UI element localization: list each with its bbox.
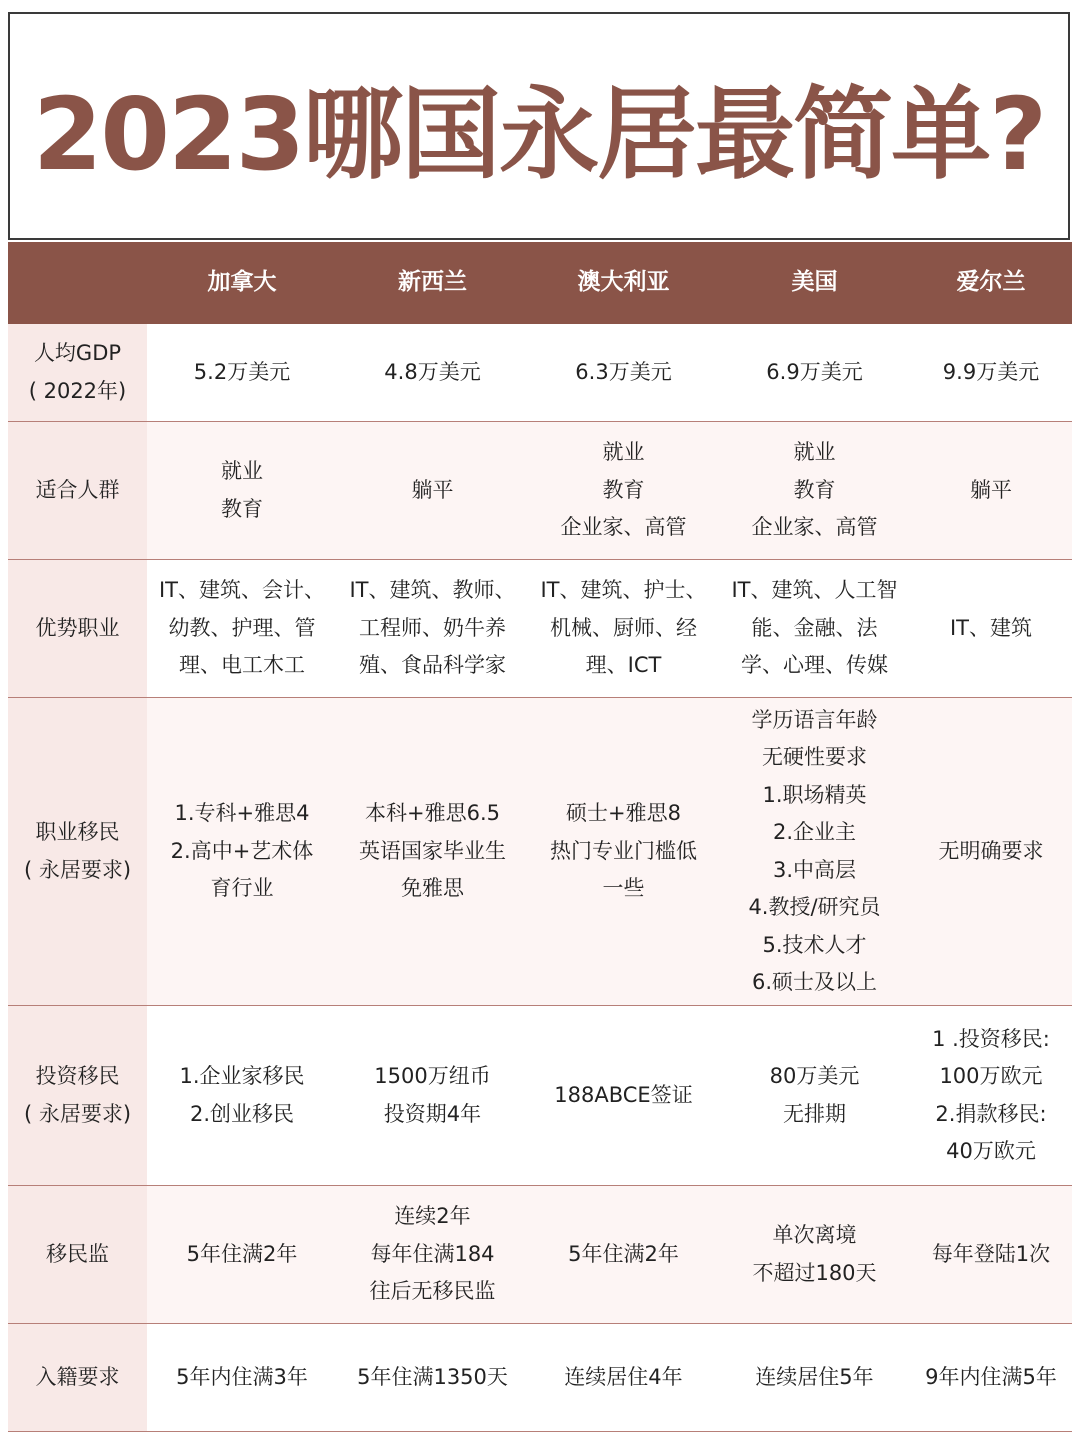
- cell-gdp-usa: 6.9万美元: [719, 324, 910, 422]
- cell-skilled-canada: 1.专科+雅思4 2.高中+艺术体 育行业: [147, 698, 337, 1006]
- cell-citizenship-ireland: 9年内住满5年: [910, 1324, 1072, 1432]
- row-label-suitable-groups: 适合人群: [8, 422, 147, 560]
- row-label-investment-migration: 投资移民 ( 永居要求): [8, 1006, 147, 1186]
- header-country-new-zealand: 新西兰: [337, 242, 528, 324]
- cell-occupations-ireland: IT、建筑: [910, 560, 1072, 698]
- cell-residency-new-zealand: 连续2年 每年住满184 往后无移民监: [337, 1186, 528, 1324]
- cell-skilled-usa: 学历语言年龄 无硬性要求 1.职场精英 2.企业主 3.中高层 4.教授/研究员 5.技术人才 6.硕士及以上: [719, 698, 910, 1006]
- cell-citizenship-new-zealand: 5年住满1350天: [337, 1324, 528, 1432]
- cell-suitable-usa: 就业 教育 企业家、高管: [719, 422, 910, 560]
- cell-investment-ireland: 1 .投资移民: 100万欧元 2.捐款移民: 40万欧元: [910, 1006, 1072, 1186]
- cell-gdp-ireland: 9.9万美元: [910, 324, 1072, 422]
- cell-gdp-new-zealand: 4.8万美元: [337, 324, 528, 422]
- cell-suitable-australia: 就业 教育 企业家、高管: [528, 422, 719, 560]
- cell-suitable-new-zealand: 躺平: [337, 422, 528, 560]
- cell-citizenship-canada: 5年内住满3年: [147, 1324, 337, 1432]
- cell-investment-canada: 1.企业家移民 2.创业移民: [147, 1006, 337, 1186]
- cell-residency-canada: 5年住满2年: [147, 1186, 337, 1324]
- row-label-gdp: 人均GDP ( 2022年): [8, 324, 147, 422]
- cell-occupations-usa: IT、建筑、人工智 能、金融、法 学、心理、传媒: [719, 560, 910, 698]
- row-label-skilled-migration: 职业移民 ( 永居要求): [8, 698, 147, 1006]
- header-corner: [8, 242, 147, 324]
- cell-investment-australia: 188ABCE签证: [528, 1006, 719, 1186]
- cell-occupations-australia: IT、建筑、护士、 机械、厨师、经 理、ICT: [528, 560, 719, 698]
- cell-gdp-australia: 6.3万美元: [528, 324, 719, 422]
- cell-investment-usa: 80万美元 无排期: [719, 1006, 910, 1186]
- cell-residency-australia: 5年住满2年: [528, 1186, 719, 1324]
- cell-suitable-canada: 就业 教育: [147, 422, 337, 560]
- cell-gdp-canada: 5.2万美元: [147, 324, 337, 422]
- header-country-usa: 美国: [719, 242, 910, 324]
- cell-skilled-australia: 硕士+雅思8 热门专业门槛低 一些: [528, 698, 719, 1006]
- row-label-citizenship: 入籍要求: [8, 1324, 147, 1432]
- cell-citizenship-australia: 连续居住4年: [528, 1324, 719, 1432]
- comparison-table: [8, 242, 1072, 1432]
- row-label-occupations: 优势职业: [8, 560, 147, 698]
- cell-investment-new-zealand: 1500万纽币 投资期4年: [337, 1006, 528, 1186]
- cell-skilled-new-zealand: 本科+雅思6.5 英语国家毕业生 免雅思: [337, 698, 528, 1006]
- title-box: [8, 12, 1070, 240]
- row-label-residency-obligation: 移民监: [8, 1186, 147, 1324]
- cell-residency-ireland: 每年登陆1次: [910, 1186, 1072, 1324]
- cell-citizenship-usa: 连续居住5年: [719, 1324, 910, 1432]
- cell-suitable-ireland: 躺平: [910, 422, 1072, 560]
- cell-occupations-canada: IT、建筑、会计、 幼教、护理、管 理、电工木工: [147, 560, 337, 698]
- cell-occupations-new-zealand: IT、建筑、教师、 工程师、奶牛养 殖、食品科学家: [337, 560, 528, 698]
- page-title: 2023哪国永居最简单?: [32, 76, 1046, 193]
- cell-skilled-ireland: 无明确要求: [910, 698, 1072, 1006]
- header-country-ireland: 爱尔兰: [910, 242, 1072, 324]
- cell-residency-usa: 单次离境 不超过180天: [719, 1186, 910, 1324]
- header-country-australia: 澳大利亚: [528, 242, 719, 324]
- header-country-canada: 加拿大: [147, 242, 337, 324]
